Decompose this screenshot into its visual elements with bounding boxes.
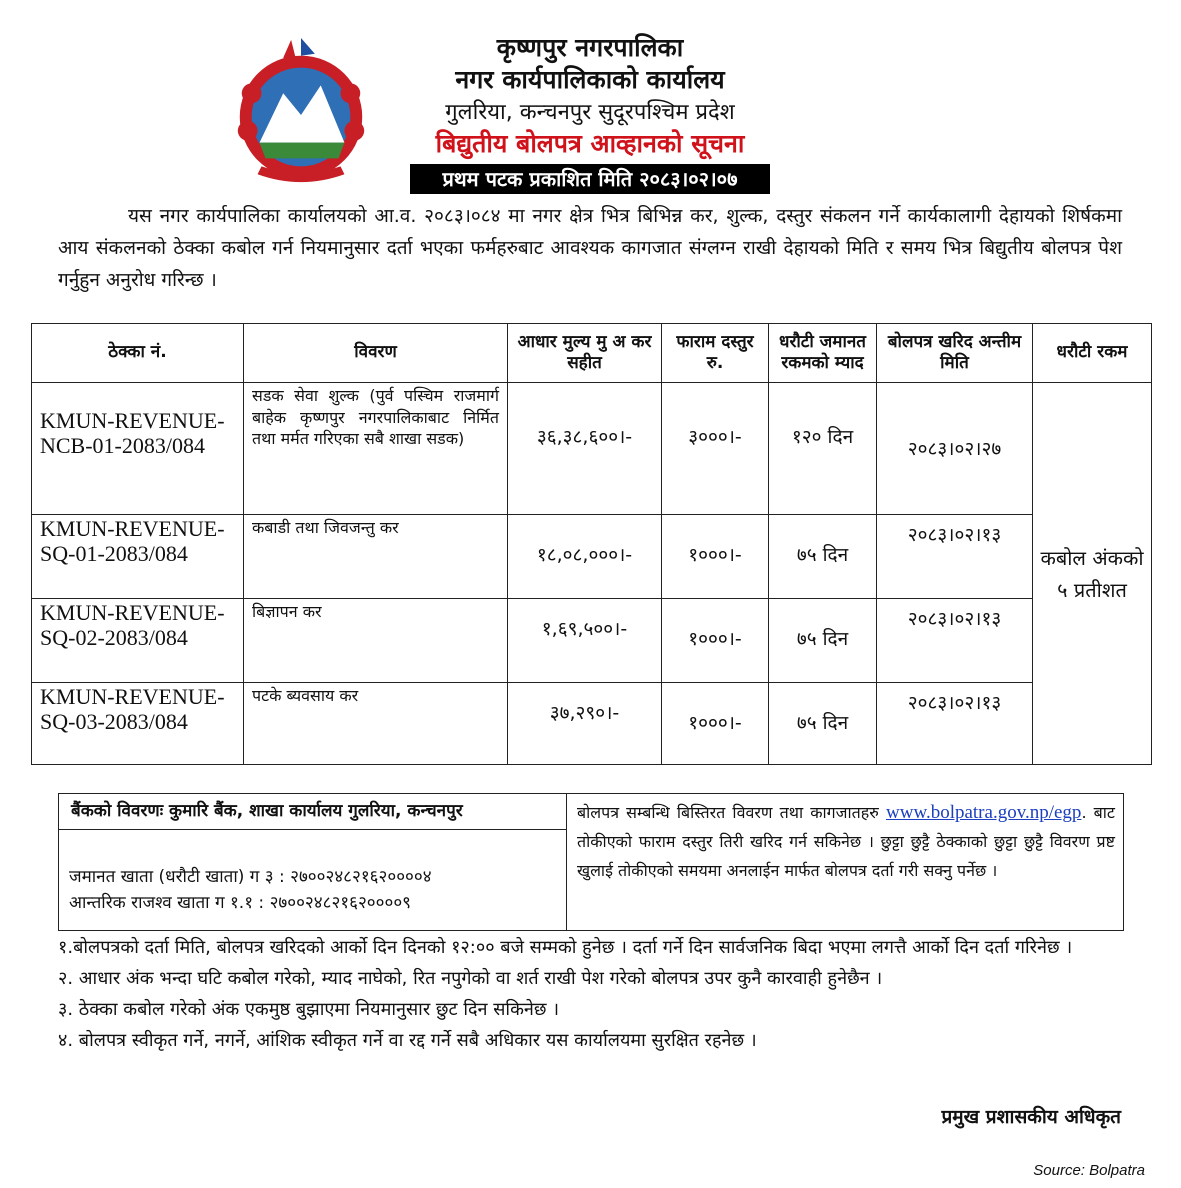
bolpatra-link[interactable]: www.bolpatra.gov.np/egp — [886, 802, 1082, 823]
note-item: ३. ठेक्का कबोल गरेको अंक एकमुष्ठ बुझाएमा नियमानुसार छुट दिन सकिनेछ । — [58, 999, 560, 1020]
contract-description: सडक सेवा शुल्क (पुर्व पस्चिम राजमार्ग बाहेक कृष्णपुर नगरपालिकाबाट निर्मित तथा मर्मत गरिएका सबै शाखा सडक) — [244, 383, 508, 515]
notes-list — [58, 932, 1122, 1056]
deposit-validity: ७५ दिन — [769, 599, 877, 683]
table-row — [32, 515, 1152, 599]
deposit-validity: ७५ दिन — [769, 683, 877, 765]
contract-description: बिज्ञापन कर — [244, 599, 508, 683]
instructions-intro: बोलपत्र सम्बन्धि बिस्तिरत विवरण तथा कागजातहरु — [577, 803, 879, 822]
instructions-detail: . बाट तोकीएको फाराम दस्तुर तिरी खरिद गर्न सकिनेछ । छुट्टा छुट्टै ठेक्काको छुट्टा छुट्टै विवरण प्रष्ट खुलाई तोकीएको समयमा अनलाईन मार्फत बोलपत्र दर्ता गरी सक्नु पर्नेछ । — [577, 803, 1115, 880]
col-header-deposit-validity: धरौटी जमानत रकमको म्याद — [769, 324, 877, 383]
purchase-deadline: २०८३।०२।२७ — [877, 383, 1033, 515]
note-item: २. आधार अंक भन्दा घटि कबोल गरेको, म्याद नाघेको, रित नपुगेको वा शर्त राखी पेश गरेको बोलपत्र उपर कुनै कारवाही हुनेछैन । — [58, 968, 883, 989]
revenue-account: आन्तरिक राजश्व खाता ग १.१ : २७००२४८२१६२००००९ — [69, 893, 412, 913]
source-credit: Source: Bolpatra — [1033, 1162, 1145, 1179]
table-row — [32, 683, 1152, 765]
bank-accounts — [69, 864, 432, 916]
deposit-validity: ७५ दिन — [769, 515, 877, 599]
note-item: ४. बोलपत्र स्वीकृत गर्ने, नगर्ने, आंशिक स्वीकृत गर्ने वा रद्द गर्ने सबै अधिकार यस कार्यालयमा सुरक्षित रहनेछ । — [58, 1030, 757, 1051]
table-row — [32, 599, 1152, 683]
table-header-row — [32, 324, 1152, 383]
table-row — [32, 383, 1152, 515]
deposit-validity: १२० दिन — [769, 383, 877, 515]
municipality-name: कृष्णपुर नगरपालिका — [496, 33, 684, 62]
bank-details-box — [58, 793, 1124, 931]
deposit-account: जमानत खाता (धरौटी खाता) ग ३ : २७००२४८२१६२००००४ — [69, 867, 432, 887]
form-fee: १०००।- — [662, 599, 769, 683]
publish-date-banner: प्रथम पटक प्रकाशित मिति २०८३।०२।०७ — [410, 164, 770, 194]
col-header-base-price: आधार मुल्य मु अ कर सहीत — [508, 324, 662, 383]
form-fee: १०००।- — [662, 515, 769, 599]
purchase-deadline: २०८३।०२।१३ — [877, 599, 1033, 683]
col-header-contract-no: ठेक्का नं. — [32, 324, 244, 383]
office-name: नगर कार्यपालिकाको कार्यालय — [455, 65, 725, 94]
note-item: १.बोलपत्रको दर्ता मिति, बोलपत्र खरिदको आर्को दिन दिनको १२:०० बजे सम्मको हुनेछ । दर्ता गर्ने दिन सार्वजनिक बिदा भएमा लगत्तै आर्को दिन दर्ता गरिनेछ । — [58, 937, 1073, 958]
contract-description: कबाडी तथा जिवजन्तु कर — [244, 515, 508, 599]
tender-table — [31, 323, 1152, 765]
contract-description: पटके ब्यवसाय कर — [244, 683, 508, 765]
col-header-deadline: बोलपत्र खरिद अन्तीम मिति — [877, 324, 1033, 383]
base-price: १,६९,५००।- — [508, 599, 662, 683]
base-price: ३७,२९०।- — [508, 683, 662, 765]
col-header-description: विवरण — [244, 324, 508, 383]
col-header-form-fee: फाराम दस्तुर रु. — [662, 324, 769, 383]
notice-title: बिद्युतीय बोलपत्र आव्हानको सूचना — [435, 129, 745, 158]
office-address: गुलरिया, कन्चनपुर सुदूरपश्चिम प्रदेश — [445, 100, 735, 125]
base-price: ३६,३८,६००।- — [508, 383, 662, 515]
bank-account-panel — [59, 794, 567, 930]
purchase-deadline: २०८३।०२।१३ — [877, 683, 1033, 765]
contract-id: KMUN-REVENUE-NCB-01-2083/084 — [32, 383, 244, 515]
contract-id: KMUN-REVENUE-SQ-02-2083/084 — [32, 599, 244, 683]
base-price: १८,०८,०००।- — [508, 515, 662, 599]
purchase-deadline: २०८३।०२।१३ — [877, 515, 1033, 599]
deposit-amount: कबोल अंकको ५ प्रतीशत — [1033, 383, 1152, 765]
bid-instructions — [577, 798, 1115, 885]
contract-id: KMUN-REVENUE-SQ-01-2083/084 — [32, 515, 244, 599]
intro-paragraph — [58, 200, 1122, 296]
intro-text: यस नगर कार्यपालिका कार्यालयको आ.व. २०८३।०८४ मा नगर क्षेत्र भित्र बिभिन्न कर, शुल्क, दस्तुर संकलन गर्ने कार्यकालागी देहायको शिर्षकमा आय संकलनको ठेक्का कबोल गर्न नियमानुसार दर्ता भएका फर्महरुबाट आवश्यक कागजात संग्लग्न राखी देहायको मिति र समय भित्र बिद्युतीय बोलपत्र पेश गर्नुहुन अनुरोध गरिन्छ । — [58, 205, 1122, 291]
col-header-deposit-amount: धरौटी रकम — [1033, 324, 1152, 383]
contract-id: KMUN-REVENUE-SQ-03-2083/084 — [32, 683, 244, 765]
signatory-title: प्रमुख प्रशासकीय अधिकृत — [941, 1106, 1121, 1128]
form-fee: १०००।- — [662, 683, 769, 765]
form-fee: ३०००।- — [662, 383, 769, 515]
bank-title: बैंकको विवरणः कुमारि बैंक, शाखा कार्यालय गुलरिया, कन्चनपुर — [59, 794, 566, 830]
